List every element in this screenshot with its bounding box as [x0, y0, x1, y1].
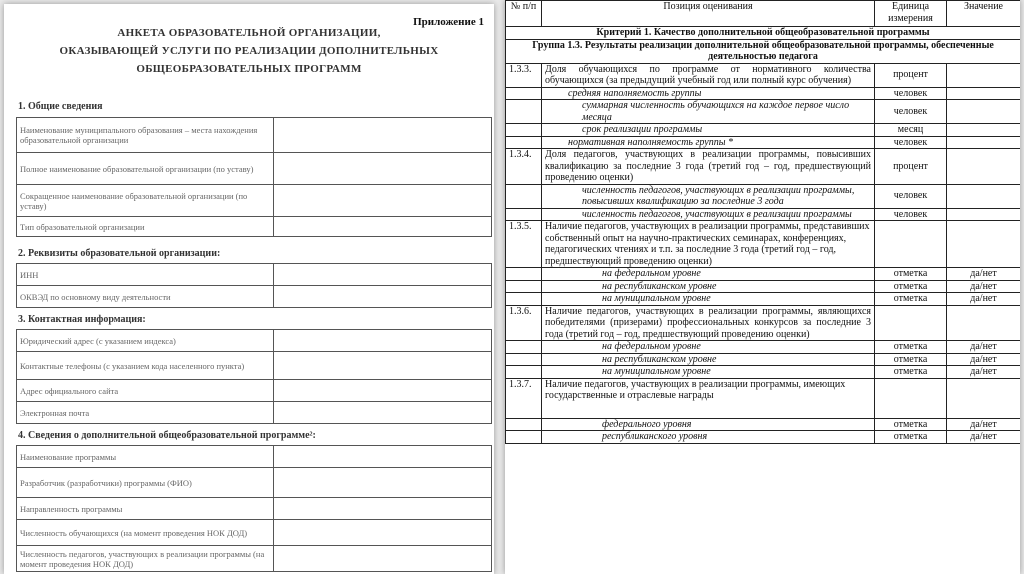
row-num	[506, 136, 542, 149]
row-value[interactable]	[947, 184, 1021, 208]
field-label: Юридический адрес (с указанием индекса)	[17, 330, 274, 352]
field-label: Наименование муниципального образования – места нахождения образовательной организации	[17, 118, 274, 153]
row-value[interactable]: да/нет	[947, 366, 1021, 379]
field-label: Контактные телефоны (с указанием кода населенного пункта)	[17, 352, 274, 380]
row-value[interactable]: да/нет	[947, 280, 1021, 293]
row-unit: человек	[875, 100, 947, 124]
field-label: Адрес официального сайта	[17, 380, 274, 402]
row-text: на федеральном уровне	[542, 268, 875, 281]
row-value[interactable]	[947, 87, 1021, 100]
row-text: Доля педагогов, участвующих в реализации программы, повысивших квалификацию за последние 3 года (третий год – год, предшествующий проведению оценки)	[542, 149, 875, 185]
field-value-cell[interactable]	[274, 352, 492, 380]
field-value-cell[interactable]	[274, 118, 492, 153]
header-position: Позиция оценивания	[542, 1, 875, 27]
row-num	[506, 87, 542, 100]
row-num	[506, 418, 542, 431]
row-text: Наличие педагогов, участвующих в реализации программы, представивших собственный опыт на научно-практических семинарах, конференциях, педагогических чтениях и т.п. за последние 3 года (третий год – год, предшествующий проведению оценки)	[542, 221, 875, 268]
field-value-cell[interactable]	[274, 264, 492, 286]
row-text: на республиканском уровне	[542, 280, 875, 293]
row-num	[506, 431, 542, 444]
row-num	[506, 124, 542, 137]
row-value[interactable]: да/нет	[947, 353, 1021, 366]
title-line: ОКАЗЫВАЮЩЕЙ УСЛУГИ ПО РЕАЛИЗАЦИИ ДОПОЛНИТЕЛЬНЫХ	[59, 45, 439, 57]
table-row	[506, 341, 1021, 354]
row-num	[506, 208, 542, 221]
title-line: ОБЩЕОБРАЗОВАТЕЛЬНЫХ ПРОГРАММ	[136, 63, 362, 75]
row-unit: отметка	[875, 431, 947, 444]
row-text: на федеральном уровне	[542, 341, 875, 354]
row-num	[506, 184, 542, 208]
row-unit: человек	[875, 208, 947, 221]
table-row	[506, 87, 1021, 100]
field-label: Численность педагогов, участвующих в реализации программы (на момент проведения НОК ДОД)	[17, 546, 274, 572]
header-num: № п/п	[506, 1, 542, 27]
row-unit: человек	[875, 184, 947, 208]
row-num: 1.3.4.	[506, 149, 542, 185]
row-num	[506, 353, 542, 366]
row-text: Наличие педагогов, участвующих в реализации программы, являющихся победителями (призерами) профессиональных конкурсов за последние 3 года (третий год – год, предшествующий проведению оценки)	[542, 305, 875, 341]
evaluation-criteria-page	[505, 0, 1020, 574]
field-value-cell[interactable]	[274, 402, 492, 424]
section-title: 2. Реквизиты образовательной организации:	[18, 248, 221, 259]
row-num	[506, 100, 542, 124]
row-value[interactable]	[947, 221, 1021, 268]
header-unit: Единица измерения	[875, 1, 947, 27]
row-num: 1.3.6.	[506, 305, 542, 341]
row-unit: отметка	[875, 268, 947, 281]
criteria-table	[505, 0, 1020, 444]
row-value[interactable]	[947, 305, 1021, 341]
group-title: Группа 1.3. Результаты реализации дополнительной общеобразовательной программы, обеспеченные деятельностью педагога	[506, 39, 1021, 63]
row-unit: процент	[875, 149, 947, 185]
row-unit: отметка	[875, 418, 947, 431]
row-unit: месяц	[875, 124, 947, 137]
row-value[interactable]: да/нет	[947, 341, 1021, 354]
row-unit	[875, 221, 947, 268]
row-value[interactable]	[947, 149, 1021, 185]
field-label: Сокращенное наименование образовательной организации (по уставу)	[17, 185, 274, 217]
row-value[interactable]	[947, 124, 1021, 137]
table-row	[506, 280, 1021, 293]
table-row	[506, 149, 1021, 185]
section-title: 3. Контактная информация:	[18, 314, 146, 325]
row-unit: отметка	[875, 293, 947, 306]
row-num	[506, 341, 542, 354]
table-row	[506, 136, 1021, 149]
row-unit	[875, 378, 947, 418]
row-num	[506, 293, 542, 306]
field-label: Тип образовательной организации	[17, 217, 274, 237]
row-num	[506, 366, 542, 379]
row-value[interactable]	[947, 136, 1021, 149]
field-label: Электронная почта	[17, 402, 274, 424]
field-value-cell[interactable]	[274, 468, 492, 498]
row-text: Доля обучающихся по программе от нормативного количества обучающихся (за предыдущий учебный год или полный курс обучения)	[542, 63, 875, 87]
table-row	[506, 221, 1021, 268]
criterion-title: Критерий 1. Качество дополнительной общеобразовательной программы	[506, 27, 1021, 40]
row-num: 1.3.5.	[506, 221, 542, 268]
row-unit: отметка	[875, 353, 947, 366]
field-label: Полное наименование образовательной организации (по уставу)	[17, 153, 274, 185]
section-title: 4. Сведения о дополнительной общеобразовательной программе²:	[18, 430, 316, 441]
row-text: на муниципальном уровне	[542, 293, 875, 306]
row-num	[506, 280, 542, 293]
row-num: 1.3.7.	[506, 378, 542, 418]
table-row	[506, 418, 1021, 431]
table-header-row	[506, 1, 1021, 27]
row-unit: процент	[875, 63, 947, 87]
row-value[interactable]	[947, 208, 1021, 221]
table-row	[506, 378, 1021, 418]
table-row	[506, 124, 1021, 137]
row-text: федерального уровня	[542, 418, 875, 431]
row-text: средняя наполняемость группы	[542, 87, 875, 100]
row-text: численность педагогов, участвующих в реализации программы, повысивших квалификацию за последние 3 года	[542, 184, 875, 208]
section-title: 1. Общие сведения	[18, 101, 103, 112]
row-value[interactable]	[947, 100, 1021, 124]
table-row	[506, 366, 1021, 379]
general-info-table	[16, 117, 492, 237]
field-label: Численность обучающихся (на момент проведения НОК ДОД)	[17, 520, 274, 546]
field-value-cell[interactable]	[274, 330, 492, 352]
field-value-cell[interactable]	[274, 286, 492, 308]
program-info-table	[16, 445, 492, 572]
row-value[interactable]: да/нет	[947, 293, 1021, 306]
row-text: республиканского уровня	[542, 431, 875, 444]
table-row	[506, 63, 1021, 87]
field-value-cell[interactable]	[274, 546, 492, 572]
row-unit	[875, 305, 947, 341]
table-row	[506, 353, 1021, 366]
row-text: численность педагогов, участвующих в реализации программы	[542, 208, 875, 221]
field-value-cell[interactable]	[274, 185, 492, 217]
appendix-label: Приложение 1	[413, 16, 484, 28]
questionnaire-title	[4, 24, 494, 78]
title-line: АНКЕТА ОБРАЗОВАТЕЛЬНОЙ ОРГАНИЗАЦИИ,	[117, 27, 381, 39]
field-value-cell[interactable]	[274, 153, 492, 185]
row-text: на муниципальном уровне	[542, 366, 875, 379]
row-unit: отметка	[875, 280, 947, 293]
row-unit: отметка	[875, 341, 947, 354]
table-row	[506, 268, 1021, 281]
row-unit: человек	[875, 136, 947, 149]
row-value[interactable]	[947, 63, 1021, 87]
row-unit: отметка	[875, 366, 947, 379]
row-value[interactable]: да/нет	[947, 431, 1021, 444]
field-label: Направленность программы	[17, 498, 274, 520]
field-label: ИНН	[17, 264, 274, 286]
row-value[interactable]	[947, 378, 1021, 418]
row-num	[506, 268, 542, 281]
row-value[interactable]: да/нет	[947, 418, 1021, 431]
table-row	[506, 208, 1021, 221]
row-text: на республиканском уровне	[542, 353, 875, 366]
field-value-cell[interactable]	[274, 520, 492, 546]
row-num: 1.3.3.	[506, 63, 542, 87]
row-unit: человек	[875, 87, 947, 100]
table-row	[506, 293, 1021, 306]
table-row	[506, 184, 1021, 208]
field-value-cell[interactable]	[274, 380, 492, 402]
field-label: Наименование программы	[17, 446, 274, 468]
row-text: нормативная наполняемость группы *	[542, 136, 875, 149]
table-row	[506, 431, 1021, 444]
contact-info-table	[16, 329, 492, 424]
row-text: суммарная численность обучающихся на каждое первое число месяца	[542, 100, 875, 124]
header-value: Значение	[947, 1, 1021, 27]
row-text: срок реализации программы	[542, 124, 875, 137]
table-row	[506, 100, 1021, 124]
questionnaire-page	[4, 4, 494, 574]
field-label: ОКВЭД по основному виду деятельности	[17, 286, 274, 308]
field-value-cell[interactable]	[274, 446, 492, 468]
field-value-cell[interactable]	[274, 217, 492, 237]
field-value-cell[interactable]	[274, 498, 492, 520]
field-label: Разработчик (разработчики) программы (ФИО)	[17, 468, 274, 498]
requisites-table	[16, 263, 492, 308]
row-text: Наличие педагогов, участвующих в реализации программы, имеющих государственные и отраслевые награды	[542, 378, 875, 418]
row-value[interactable]: да/нет	[947, 268, 1021, 281]
table-row	[506, 305, 1021, 341]
